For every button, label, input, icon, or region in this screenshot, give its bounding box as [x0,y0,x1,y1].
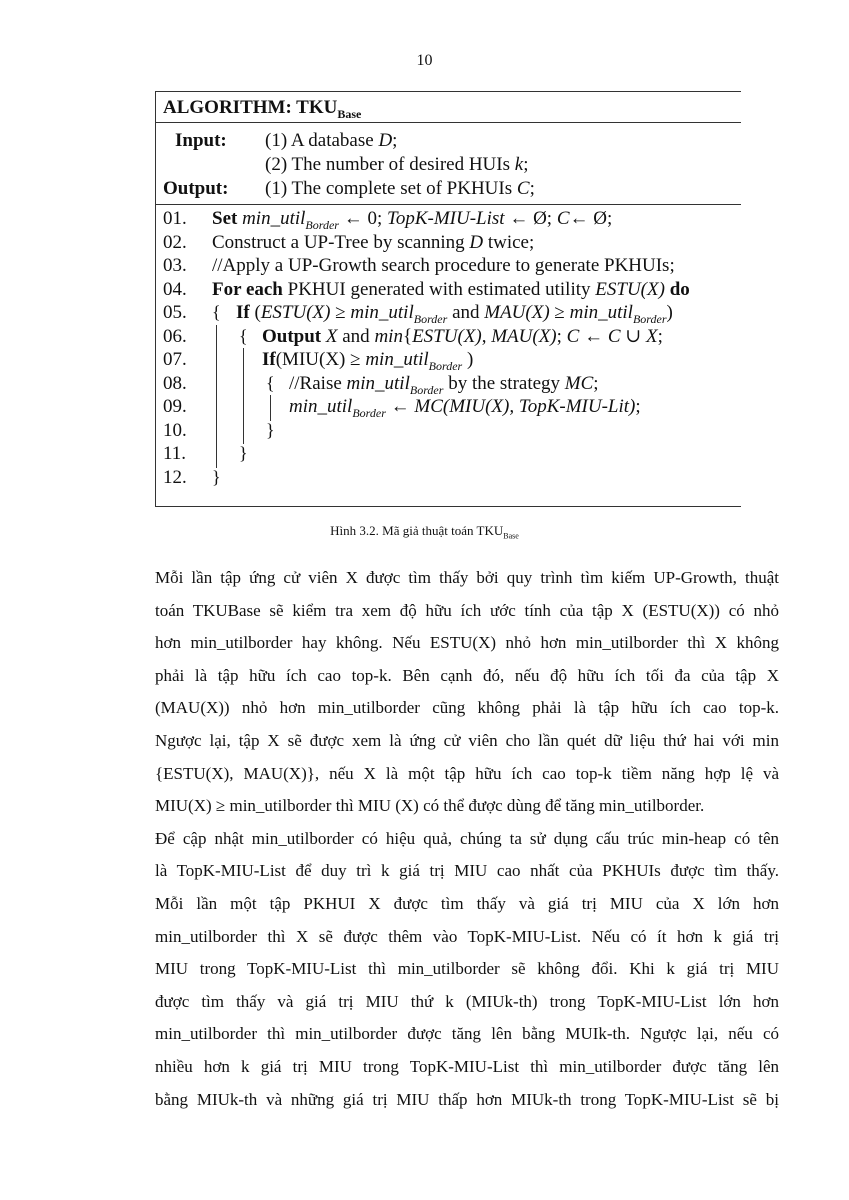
keyword-if: If [262,349,276,370]
paragraph-line: phải là tập hữu ích cao top-k. Bên cạnh đó, nếu độ hữu ích tối đa của tập X [155,665,779,685]
caption-text: Hình 3.2. Mã giả thuật toán TKU [330,523,504,538]
subscript-border: Border [409,382,444,397]
code-text: ; [556,325,567,347]
caption-subscript: Base [503,531,519,541]
line-05 [163,301,213,325]
paragraph-1 [155,562,779,823]
block-bar [216,325,217,468]
input-1-end: ; [392,130,398,151]
line-02 [163,231,213,255]
algorithm-title-text: ALGORITHM: TKU [163,97,338,118]
paragraph-line: hơn min_utilborder hay không. Nếu ESTU(X) nhỏ hơn min_utilborder thì X không [155,633,779,653]
line-number: 05. [163,302,187,323]
line-10 [163,419,213,443]
var-c: C [566,325,580,347]
line-07 [163,348,213,372]
paragraph-2 [155,823,779,1116]
line-number: 06. [163,325,187,347]
line-12 [163,466,213,490]
line-08 [163,372,213,396]
var-estu: ESTU(X) [595,278,665,300]
output-1 [265,177,535,201]
input-1-var: D [378,130,393,151]
var-min-util: min_util [242,208,306,229]
line-04-code [212,278,690,302]
code-text: ← [579,325,608,347]
code-text: ← [385,396,415,417]
paragraph-line: nhiều hơn k giá trị MIU trong TopK-MIU-List thì min_utilborder được tăng lên [155,1056,779,1076]
paragraph-line: là TopK-MIU-List để duy trì k giá trị MIU cao nhất của PKHUIs được tìm thấy. [155,861,779,881]
var-c: C [556,208,570,229]
paragraph-line: min_utilborder thì X sẽ được thêm vào TopK-MIU-List. Nếu có ít hơn k giá trị [155,926,779,946]
code-text: (MIU(X) ≥ [275,349,366,370]
code-text: twice; [483,231,535,253]
paragraph-line: MIU trong TopK-MIU-List thì min_utilborder sẽ không đổi. Khi k giá trị MIU [155,959,779,979]
close-brace: } [266,419,275,440]
page-number: 10 [416,52,433,69]
line-04 [163,278,213,302]
var-min-util: min_util [350,302,414,323]
var-estu: ESTU(X) [260,302,331,323]
paragraph-line: được tìm thấy và giá trị MIU thứ k (MIUk-th) trong TopK-MIU-List lớn hơn [155,991,779,1011]
keyword-set: Set [212,208,238,229]
paragraph-line: min_utilborder thì min_utilborder được tăng lên bằng MUIk-th. Ngược lại, nếu có [155,1024,779,1044]
line-03-code: //Apply a UP-Growth search procedure to generate PKHUIs; [212,255,675,276]
line-number: 07. [163,349,187,370]
subscript-border: Border [632,312,667,326]
figure-caption [0,523,849,541]
var-mc-call: MC(MIU(X), TopK-MIU-Lit) [414,396,636,417]
line-number: 11. [163,443,187,464]
line-number: 08. [163,372,187,394]
line-02-code [212,231,534,255]
line-09 [163,395,213,419]
var-x: X [321,325,338,347]
keyword-do: do [664,278,690,300]
code-text: and [447,302,485,323]
var-min-util: min_util [289,396,353,417]
paragraph-line: Mỗi lần một tập PKHUI X được tìm thấy và giá trị MIU của X lớn hơn [155,893,779,913]
keyword-output: Output [262,325,322,347]
input-2-var: k [514,154,524,175]
code-text: and [337,325,375,347]
algorithm-box [155,91,741,507]
subscript-border: Border [413,312,448,326]
input-1-text: (1) A database [265,130,379,151]
output-label: Output: [163,178,229,199]
line-number: 09. [163,396,187,417]
paragraph-line: Ngược lại, tập X sẽ được xem là ứng cử viên cho lần quét dữ liệu thứ hai với min [155,730,779,750]
algorithm-title-subscript: Base [337,106,362,121]
var-topk-list: TopK-MIU-List [387,208,505,229]
input-label: Input: [175,130,227,151]
keyword-for-each: For each [212,278,283,300]
var-x: X [645,325,658,347]
code-text: ≥ [549,302,570,323]
code-text: ← Ø; [504,208,557,229]
input-row-1 [175,129,398,153]
paragraph-line: (MAU(X)) nhỏ hơn min_utilborder cũng không phải là tập hữu ích cao top-k. [155,698,779,718]
code-text: PKHUI generated with estimated utility [282,278,596,300]
code-text: ; [635,396,641,417]
input-2-end: ; [523,154,529,175]
code-text: ∪ [620,325,646,347]
line-number: 12. [163,466,187,488]
paragraph-line: Để cập nhật min_utilborder có hiệu quả, chúng ta sử dụng cấu trúc min-heap có tên [155,828,779,848]
paragraph-line: bằng MIUk-th và những giá trị MIU thấp hơn MIUk-th trong TopK-MIU-List sẽ bị [155,1089,779,1109]
close-brace: } [239,443,248,463]
code-text: ( [249,302,261,323]
line-06 [163,325,213,349]
var-mau: MAU(X) [484,302,550,323]
code-text: ; [657,325,663,347]
line-09-code [289,395,641,426]
algorithm-title [156,92,741,123]
line-number: 04. [163,278,187,300]
code-text: ← Ø; [569,208,613,229]
block-bar [270,395,271,421]
line-number: 02. [163,231,187,253]
code-text: ← 0; [338,208,388,229]
line-11 [163,442,213,466]
paragraph-line: Mỗi lần tập ứng cử viên X được tìm thấy bởi quy trình tìm kiếm UP-Growth, thuật [155,568,779,587]
close-brace: } [212,466,221,487]
open-brace: { [239,325,248,346]
paragraph-line: toán TKUBase sẽ kiểm tra xem độ hữu ích ước tính của tập X (ESTU(X)) có nhỏ [155,600,779,620]
subscript-border: Border [428,359,463,373]
code-text: ) [462,349,474,370]
output-1-text: (1) The complete set of PKHUIs [265,178,517,199]
output-1-var: C [516,178,530,199]
var-min-util: min_util [569,302,633,323]
var-min-util: min_util [365,349,429,370]
line-01 [163,207,213,231]
open-brace: { [212,302,221,322]
var-estu: ESTU(X) [412,325,482,347]
code-text: ) [666,302,673,323]
subscript-border: Border [305,218,339,232]
open-brace: { [266,372,275,393]
keyword-if: If [236,302,250,323]
var-min-util: min_util [346,372,410,394]
output-1-end: ; [529,178,535,199]
line-03 [163,254,213,278]
code-text: by the strategy [443,372,565,394]
input-row-2 [265,153,528,177]
line-number: 01. [163,208,187,229]
block-bar [243,348,244,444]
code-text: , [481,325,492,347]
code-text: //Raise [289,372,347,394]
algorithm-io [156,123,741,205]
var-d: D [469,231,484,253]
input-1 [265,129,397,153]
var-mau: MAU(X) [491,325,557,347]
code-text: { [402,325,413,347]
algorithm-lines [156,205,741,505]
code-text: ; [593,372,599,394]
var-min: min [374,325,403,347]
code-text: ≥ [330,302,351,323]
output-row [163,177,535,201]
input-2-text: (2) The number of desired HUIs [265,154,515,175]
line-06-code [262,325,663,349]
var-mc: MC [564,372,594,394]
line-number: 03. [163,255,187,276]
paragraph-line: MIU(X) ≥ min_utilborder thì MIU (X) có thể được dùng để tăng min_utilborder. [155,796,705,816]
line-number: 10. [163,419,187,441]
var-c: C [607,325,621,347]
paragraph-line: {ESTU(X), MAU(X)}, nếu X là một tập hữu ích cao top-k tiềm năng hợp lệ và [155,763,779,783]
code-text: Construct a UP-Tree by scanning [212,231,470,253]
subscript-border: Border [352,406,386,420]
